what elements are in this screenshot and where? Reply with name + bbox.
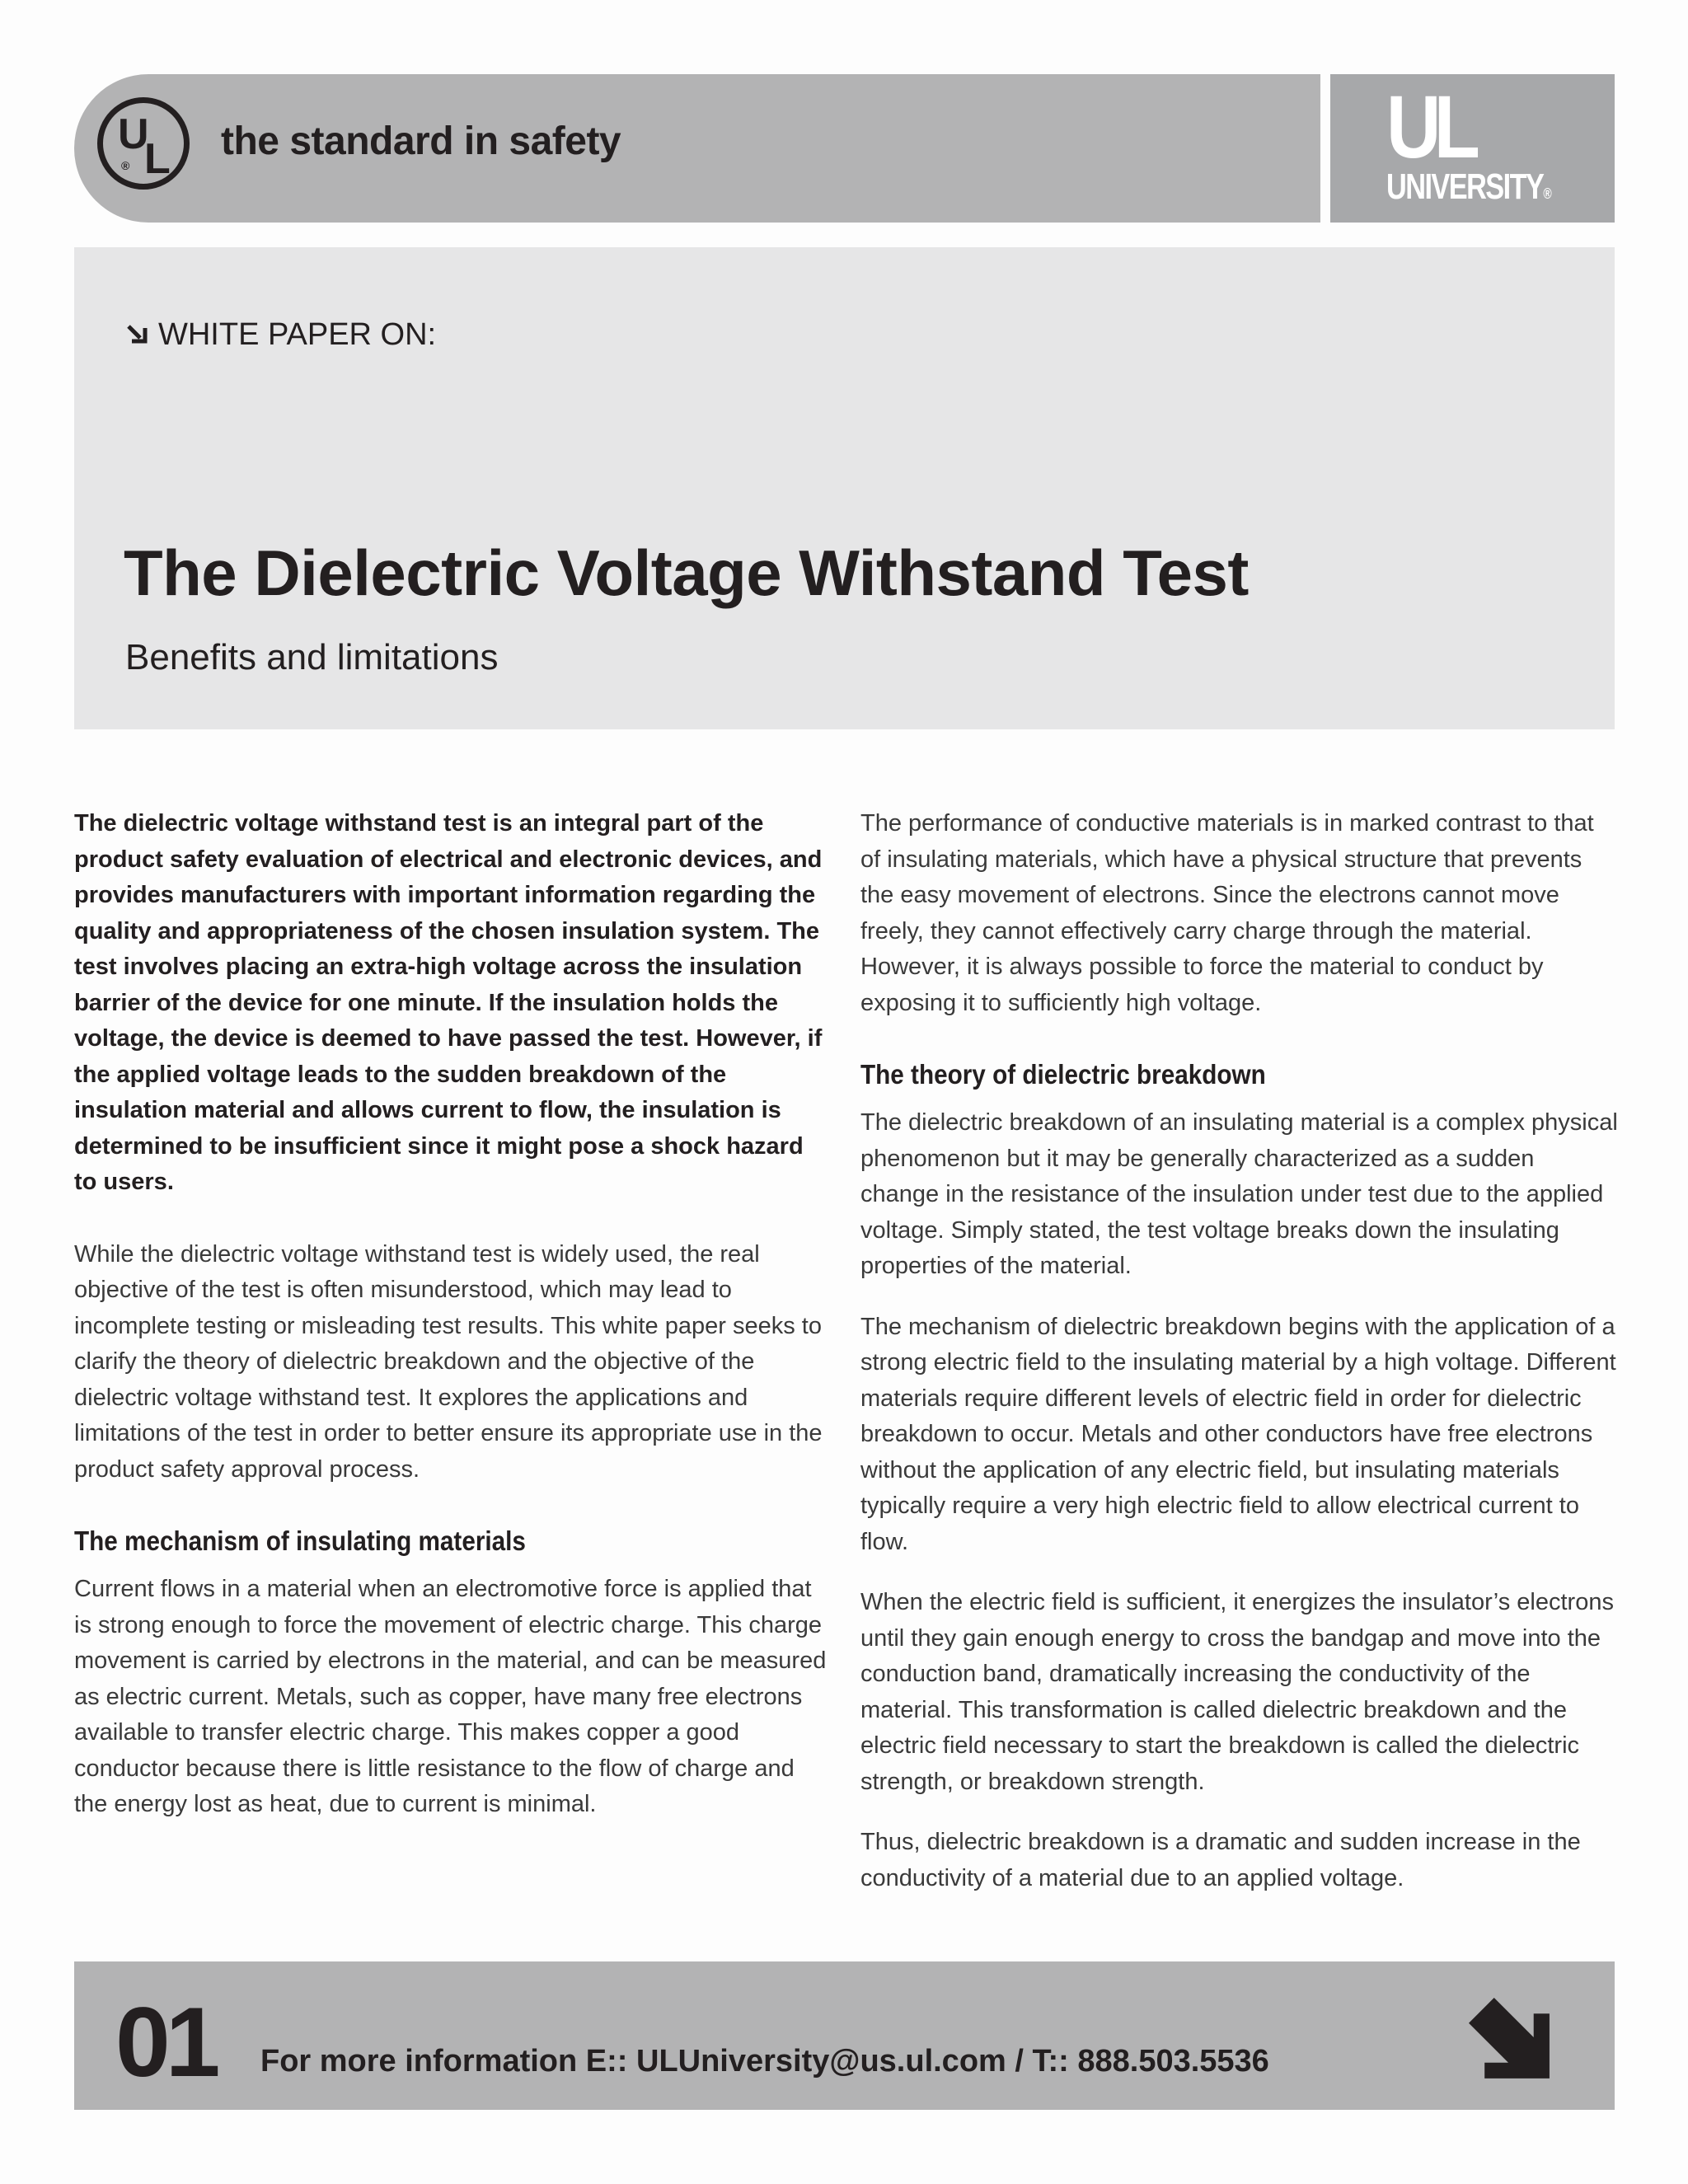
arrow-down-right-icon <box>125 321 150 346</box>
paragraph-breakdown-energy: When the electric field is sufficient, it energizes the insulator’s electrons until they gain enough energy to cross the bandgap and move into the conduction band, dramatically increasing the conductivity of the material. This transformation is called dielectric breakdown and the electric field necessary to start the breakdown is called the dielectric strength, or breakdown strength. <box>860 1589 1614 1795</box>
left-column <box>74 806 832 1823</box>
section-heading-breakdown: The theory of dielectric breakdown <box>860 1059 1266 1090</box>
footer-bar <box>74 1961 1615 2110</box>
ul-logo-registered: ® <box>121 159 130 172</box>
title-block <box>74 247 1615 729</box>
ul-university-wordmark <box>1386 166 1550 208</box>
paragraph-breakdown-mechanism: The mechanism of dielectric breakdown begins with the application of a strong electric field to the insulating material by a high voltage. Different materials require different levels of electric field in order for dielectric breakdown to occur. Metals and other conductors have free electrons without the application of any electric field, but insulating materials typically require a very high electric field to allow electrical current to flow. <box>860 1313 1616 1555</box>
paragraph-breakdown-summary: Thus, dielectric breakdown is a dramatic and sudden increase in the conductivity of a material due to an applied voltage. <box>860 1829 1581 1891</box>
next-page-arrow-icon[interactable] <box>1467 1996 1558 2087</box>
body-paragraph-insulating: Current flows in a material when an electromotive force is applied that is strong enough to force the movement of electric charge. This charge movement is carried by electrons in the material, and can be measured as electric current. Metals, such as copper, have many free electrons available to transfer electric charge. This makes copper a good conductor because there is little resistance to the flow of charge and the energy lost as heat, due to current is minimal. <box>74 1576 827 1817</box>
page-title: The Dielectric Voltage Withstand Test <box>124 537 1249 609</box>
paragraph-breakdown-intro: The dielectric breakdown of an insulating material is a complex physical phenomenon but it may be generally characterized as a sudden change in the resistance of the insulation under test due to the applied voltage. Simply stated, the test voltage breaks down the insulating properties of the material. <box>860 1109 1618 1279</box>
lead-paragraph: The dielectric voltage withstand test is an integral part of the product safety evaluation of electrical and electronic devices, and provides manufacturers with important information regarding the quality and appropriateness of the chosen insulation system. The test involves placing an extra-high voltage across the insulation barrier of the device for one minute. If the insulation holds the voltage, the device is deemed to have passed the test. However, if the applied voltage leads to the sudden breakdown of the insulation material and allows current to flow, the insulation is determined to be insufficient since it might pose a shock hazard to users. <box>74 810 823 1195</box>
white-paper-label <box>125 317 436 353</box>
ul-university-logo <box>1330 74 1615 223</box>
ul-logo-letter-l: L <box>144 135 171 183</box>
section-heading-insulating: The mechanism of insulating materials <box>74 1526 526 1556</box>
ul-university-mark: UL <box>1386 77 1474 176</box>
university-text: UNIVERSITY <box>1386 166 1544 207</box>
page-subtitle: Benefits and limitations <box>125 637 499 677</box>
paragraph-conductive: The performance of conductive materials is in marked contrast to that of insulating materials, which have a physical structure that prevents the easy movement of electrons. Since the electrons cannot move freely, they cannot effectively carry charge through the material. However, it is always possible to force the material to conduct by exposing it to sufficiently high voltage. <box>860 810 1594 1016</box>
intro-paragraph: While the dielectric voltage withstand test is widely used, the real objective of the test is often misunderstood, which may lead to incomplete testing or misleading test results. This white paper seeks to clarify the theory of dielectric breakdown and the objective of the dielectric voltage withstand test. It explores the applications and limitations of the test in order to better ensure its appropriate use in the product safety approval process. <box>74 1240 823 1483</box>
ul-logo-letter-u: U <box>118 110 149 158</box>
white-paper-label-text: WHITE PAPER ON: <box>158 317 437 352</box>
right-column <box>860 806 1619 1896</box>
ul-logo-icon <box>97 97 190 190</box>
header-bar <box>74 74 1320 223</box>
university-registered: ® <box>1543 185 1551 202</box>
contact-info: For more information E:: ULUniversity@us.ul.com / T:: 888.503.5536 <box>260 2044 1269 2079</box>
page-number: 01 <box>115 1987 216 2097</box>
tagline: the standard in safety <box>221 120 621 163</box>
